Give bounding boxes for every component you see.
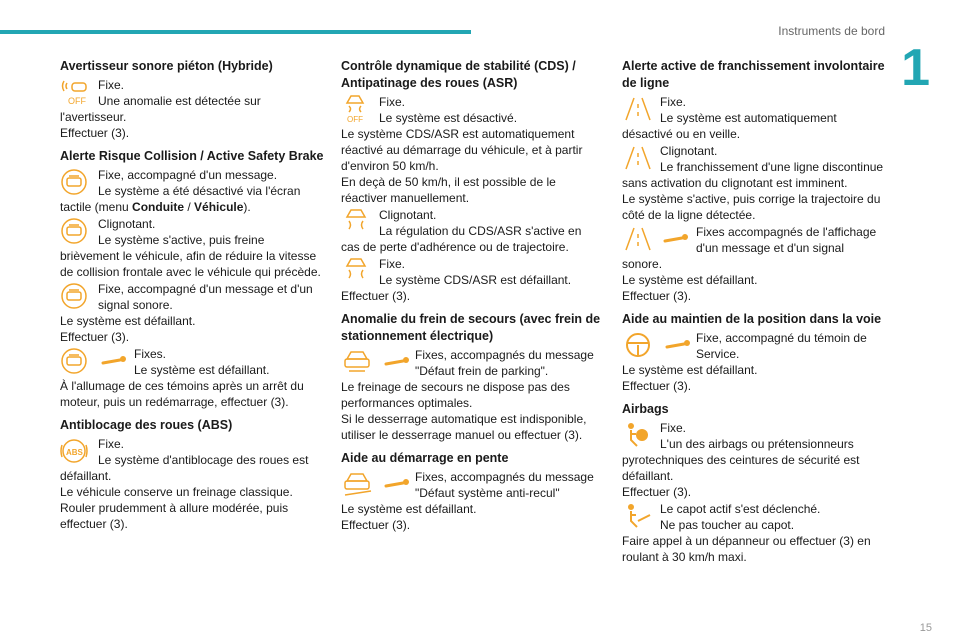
lane-departure-icon xyxy=(622,224,654,254)
skid-off-icon xyxy=(341,94,375,124)
section-heading: Avertisseur sonore piéton (Hybride) xyxy=(60,59,273,73)
wrench-icon xyxy=(383,355,411,369)
wrench-icon xyxy=(664,338,692,352)
column-2 xyxy=(341,58,607,540)
page-number: 15 xyxy=(919,622,932,634)
skid-icon xyxy=(341,207,375,237)
section-heading: Alerte Risque Collision / Active Safety Brake xyxy=(60,149,324,163)
collision-alert-icon xyxy=(60,346,92,376)
svg-text:OFF: OFF xyxy=(68,96,86,106)
wrench-icon xyxy=(383,477,411,491)
collision-alert-icon xyxy=(60,167,94,197)
chapter-number: 1 xyxy=(901,39,930,97)
collision-alert-icon xyxy=(60,281,94,311)
section-heading: Aide au démarrage en pente xyxy=(341,451,509,465)
collision-alert-icon xyxy=(60,216,94,246)
section-hill-start: Aide au démarrage en pente Fixes, accompagnés du message "Défaut système anti-recul" Le système est défaillant. Effectuer (3). xyxy=(341,450,607,533)
page-header-title: Instruments de bord xyxy=(778,24,885,38)
section-abs: Antiblocage des roues (ABS) ABS Fixe. Le système d'antiblocage des roues est défaillant. Le véhicule conserve un freinage classique. Rouler prudemment à allure modérée, puis effectuer (3). xyxy=(60,417,326,532)
menu-vehicule: Véhicule xyxy=(194,200,244,214)
lane-departure-icon xyxy=(622,143,656,173)
column-1 xyxy=(60,58,326,539)
section-airbags: Airbags Fixe. L'un des airbags ou prétensionneurs pyrotechniques des ceintures de sécurité est défaillant. Effectuer (3). Le capot actif s'est déclenché. Ne pas toucher au capot. Faire appel à un dépanneur ou effectuer (3) en roulant à 30 km/h maxi. xyxy=(622,401,888,565)
section-pedestrian-horn: Avertisseur sonore piéton (Hybride) OFF Fixe. Une anomalie est détectée sur l'avertisseur. Effectuer (3). xyxy=(60,58,326,141)
wrench-icon xyxy=(662,232,690,246)
steering-wheel-icon xyxy=(622,330,656,360)
menu-conduite: Conduite xyxy=(132,200,185,214)
section-lane-departure: Alerte active de franchissement involontaire de ligne Fixe. Le système est automatiquement désactivé ou en veille. Clignotant. Le franchissement d'une ligne discontinue sans activation du clignotant est imminent. Le système s'active, puis corrige la trajectoire du côté de la ligne détectée. Fixes accompagnés de l'affichage d'un message et d'un signal sonore. Le système est défaillant. Effectuer (3). xyxy=(622,58,888,304)
section-heading: Aide au maintien de la position dans la voie xyxy=(622,312,882,326)
column-3 xyxy=(622,58,888,572)
svg-text:OFF: OFF xyxy=(347,115,363,124)
section-collision-alert: Alerte Risque Collision / Active Safety Brake Fixe, accompagné d'un message. Le système a été désactivé via l'écran tactile (menu Conduite / Véhicule). Clignotant. Le système s'active, puis freine brièvement le véhicule, afin de réduire la vitesse de collision frontale avec le véhicule qui précède. Fixe, accompagné d'un message et d'un signal sonore. Le système est défaillant. Effectuer (3). Fixes. Le système est défaillant. À l'allumage de ces témoins après un arrêt du moteur, puis un redémarrage, effectuer (3). xyxy=(60,148,326,410)
section-cds-asr: Contrôle dynamique de stabilité (CDS) / Antipatinage des roues (ASR) OFF Fixe. Le système est désactivé. Le système CDS/ASR est automatiquement réactivé au démarrage du véhicule, et à partir d'environ 50 km/h. En deçà de 50 km/h, il est possible de le réactiver manuellement. Clignotant. La régulation du CDS/ASR s'active en cas de perte d'adhérence ou de trajectoire. Fixe. Le système CDS/ASR est défaillant. Effectuer (3). xyxy=(341,58,607,304)
section-lane-keeping: Aide au maintien de la position dans la voie Fixe, accompagné du témoin de Service. Le système est défaillant. Effectuer (3). xyxy=(622,311,888,394)
section-emergency-brake: Anomalie du frein de secours (avec frein de stationnement électrique) Fixes, accompagnés du message "Défaut frein de parking". Le freinage de secours ne dispose pas des performances optimales. Si le desserrage automatique est indisponible, utiliser le desserrage manuel ou effectuer (3). xyxy=(341,311,607,443)
lane-departure-icon xyxy=(622,94,656,124)
abs-icon xyxy=(60,436,94,466)
section-heading: Contrôle dynamique de stabilité (CDS) / Antipatinage des roues (ASR) xyxy=(341,59,576,90)
section-heading: Antiblocage des roues (ABS) xyxy=(60,418,233,432)
section-heading: Airbags xyxy=(622,402,669,416)
vehicle-icon xyxy=(341,347,375,377)
hill-start-icon xyxy=(341,469,375,499)
pedestrian-horn-off-icon xyxy=(60,77,94,107)
airbag-icon xyxy=(622,420,656,450)
active-bonnet-icon xyxy=(622,501,656,531)
section-heading: Anomalie du frein de secours (avec frein de stationnement électrique) xyxy=(341,312,601,343)
wrench-icon xyxy=(100,354,128,368)
skid-icon xyxy=(341,256,375,286)
section-heading: Alerte active de franchissement involontaire de ligne xyxy=(622,59,885,90)
svg-text:ABS: ABS xyxy=(66,448,83,457)
header-accent-bar xyxy=(0,30,471,34)
